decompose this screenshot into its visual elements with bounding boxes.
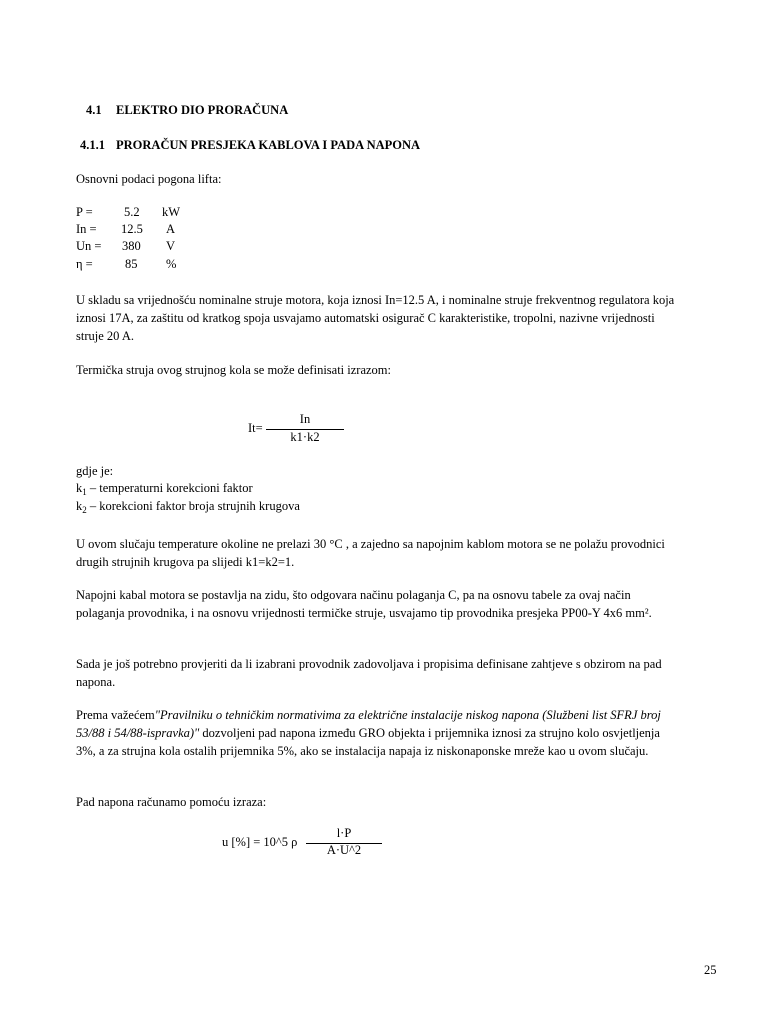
param-name: P = (76, 205, 93, 219)
param-name: Un = (76, 239, 102, 253)
paragraph-5: Sada je još potrebno provjeriti da li izabrani provodnik zadovoljava i propisima definisane zahtjeve s obzirom na pad napona. (76, 657, 662, 689)
subsection-title: PRORAČUN PRESJEKA KABLOVA I PADA NAPONA (116, 138, 421, 152)
paragraph-1: U skladu sa vrijednošću nominalne struje motora, koja iznosi In=12.5 A, i nominalne struje frekventnog regulatora koja iznosi 17A, za zaštitu od kratkog spoja usvajamo automatski osigurač C karakteristike, tropolni, nazivne vrijednosti struje 20 A. (76, 293, 675, 343)
k1-definition (76, 481, 253, 497)
k2-text: – korekcioni faktor broja strujnih krugova (86, 499, 300, 513)
param-name: In = (76, 222, 97, 236)
formula-numerator: l·P (336, 826, 352, 840)
paragraph-2: Termička struja ovog strujnog kola se može definisati izrazom: (76, 363, 392, 377)
param-value: 5.2 (124, 205, 140, 219)
where-label: gdje je: (76, 464, 114, 478)
formula-denominator: A·U^2 (326, 843, 362, 857)
k1-symbol: k (76, 481, 83, 495)
param-unit: kW (162, 205, 181, 219)
paragraph-3: U ovom slučaju temperature okoline ne prelazi 30 °C , a zajedno sa napojnim kablom motora se ne polažu provodnici drugih strujnih krugova pa slijedi k1=k2=1. (76, 537, 665, 569)
param-unit: % (166, 257, 177, 271)
k2-subscript: 2 (82, 505, 87, 515)
formula-lhs: It= (248, 421, 263, 435)
page-number: 25 (704, 963, 717, 977)
subsection-number: 4.1.1 (80, 138, 105, 152)
param-value: 12.5 (121, 222, 143, 236)
regulation-citation: "Pravilniku o tehničkim normativima za električne instalacije niskog napona (Službeni list SFRJ broj 53/88 i 54/88-ispravka)" (76, 708, 661, 740)
param-value: 85 (125, 257, 138, 271)
k1-subscript: 1 (82, 487, 87, 497)
section-title: ELEKTRO DIO PRORAČUNA (116, 103, 289, 117)
param-unit: A (166, 222, 176, 236)
param-unit: V (166, 239, 176, 253)
paragraph-6 (76, 706, 676, 760)
k2-symbol: k (76, 499, 83, 513)
param-value: 380 (122, 239, 141, 253)
paragraph-4: Napojni kabal motora se postavlja na zidu, što odgovara načinu polaganja C, pa na osnovu tabele za ovaj način polaganja provodnika, i na osnovu vrijednosti termičke struje, usvajamo tip provodnika presjeka PP00-Y 4x6 mm². (76, 588, 652, 620)
paragraph-7: Pad napona računamo pomoću izraza: (76, 795, 267, 809)
intro-text: Osnovni podaci pogona lifta: (76, 172, 222, 186)
section-number: 4.1 (86, 103, 102, 117)
param-name: η = (76, 257, 93, 271)
formula-lhs: u [%] = 10^5 ρ (222, 835, 298, 849)
k2-definition (76, 499, 300, 515)
formula-denominator: k1·k2 (290, 430, 320, 444)
k1-text: – temperaturni korekcioni faktor (86, 481, 253, 495)
formula-numerator: In (299, 412, 311, 426)
paragraph-6-pre: Prema važećem (76, 708, 155, 722)
paragraph-6-post: dozvoljeni pad napona između GRO objekta i prijemnika iznosi za strujno kolo osvjetljenja 3%, a za strujna kola ostalih prijemnika 5%, ako se instalacija napaja iz niskonaponske mreže kao u ovom slučaju. (76, 726, 660, 758)
